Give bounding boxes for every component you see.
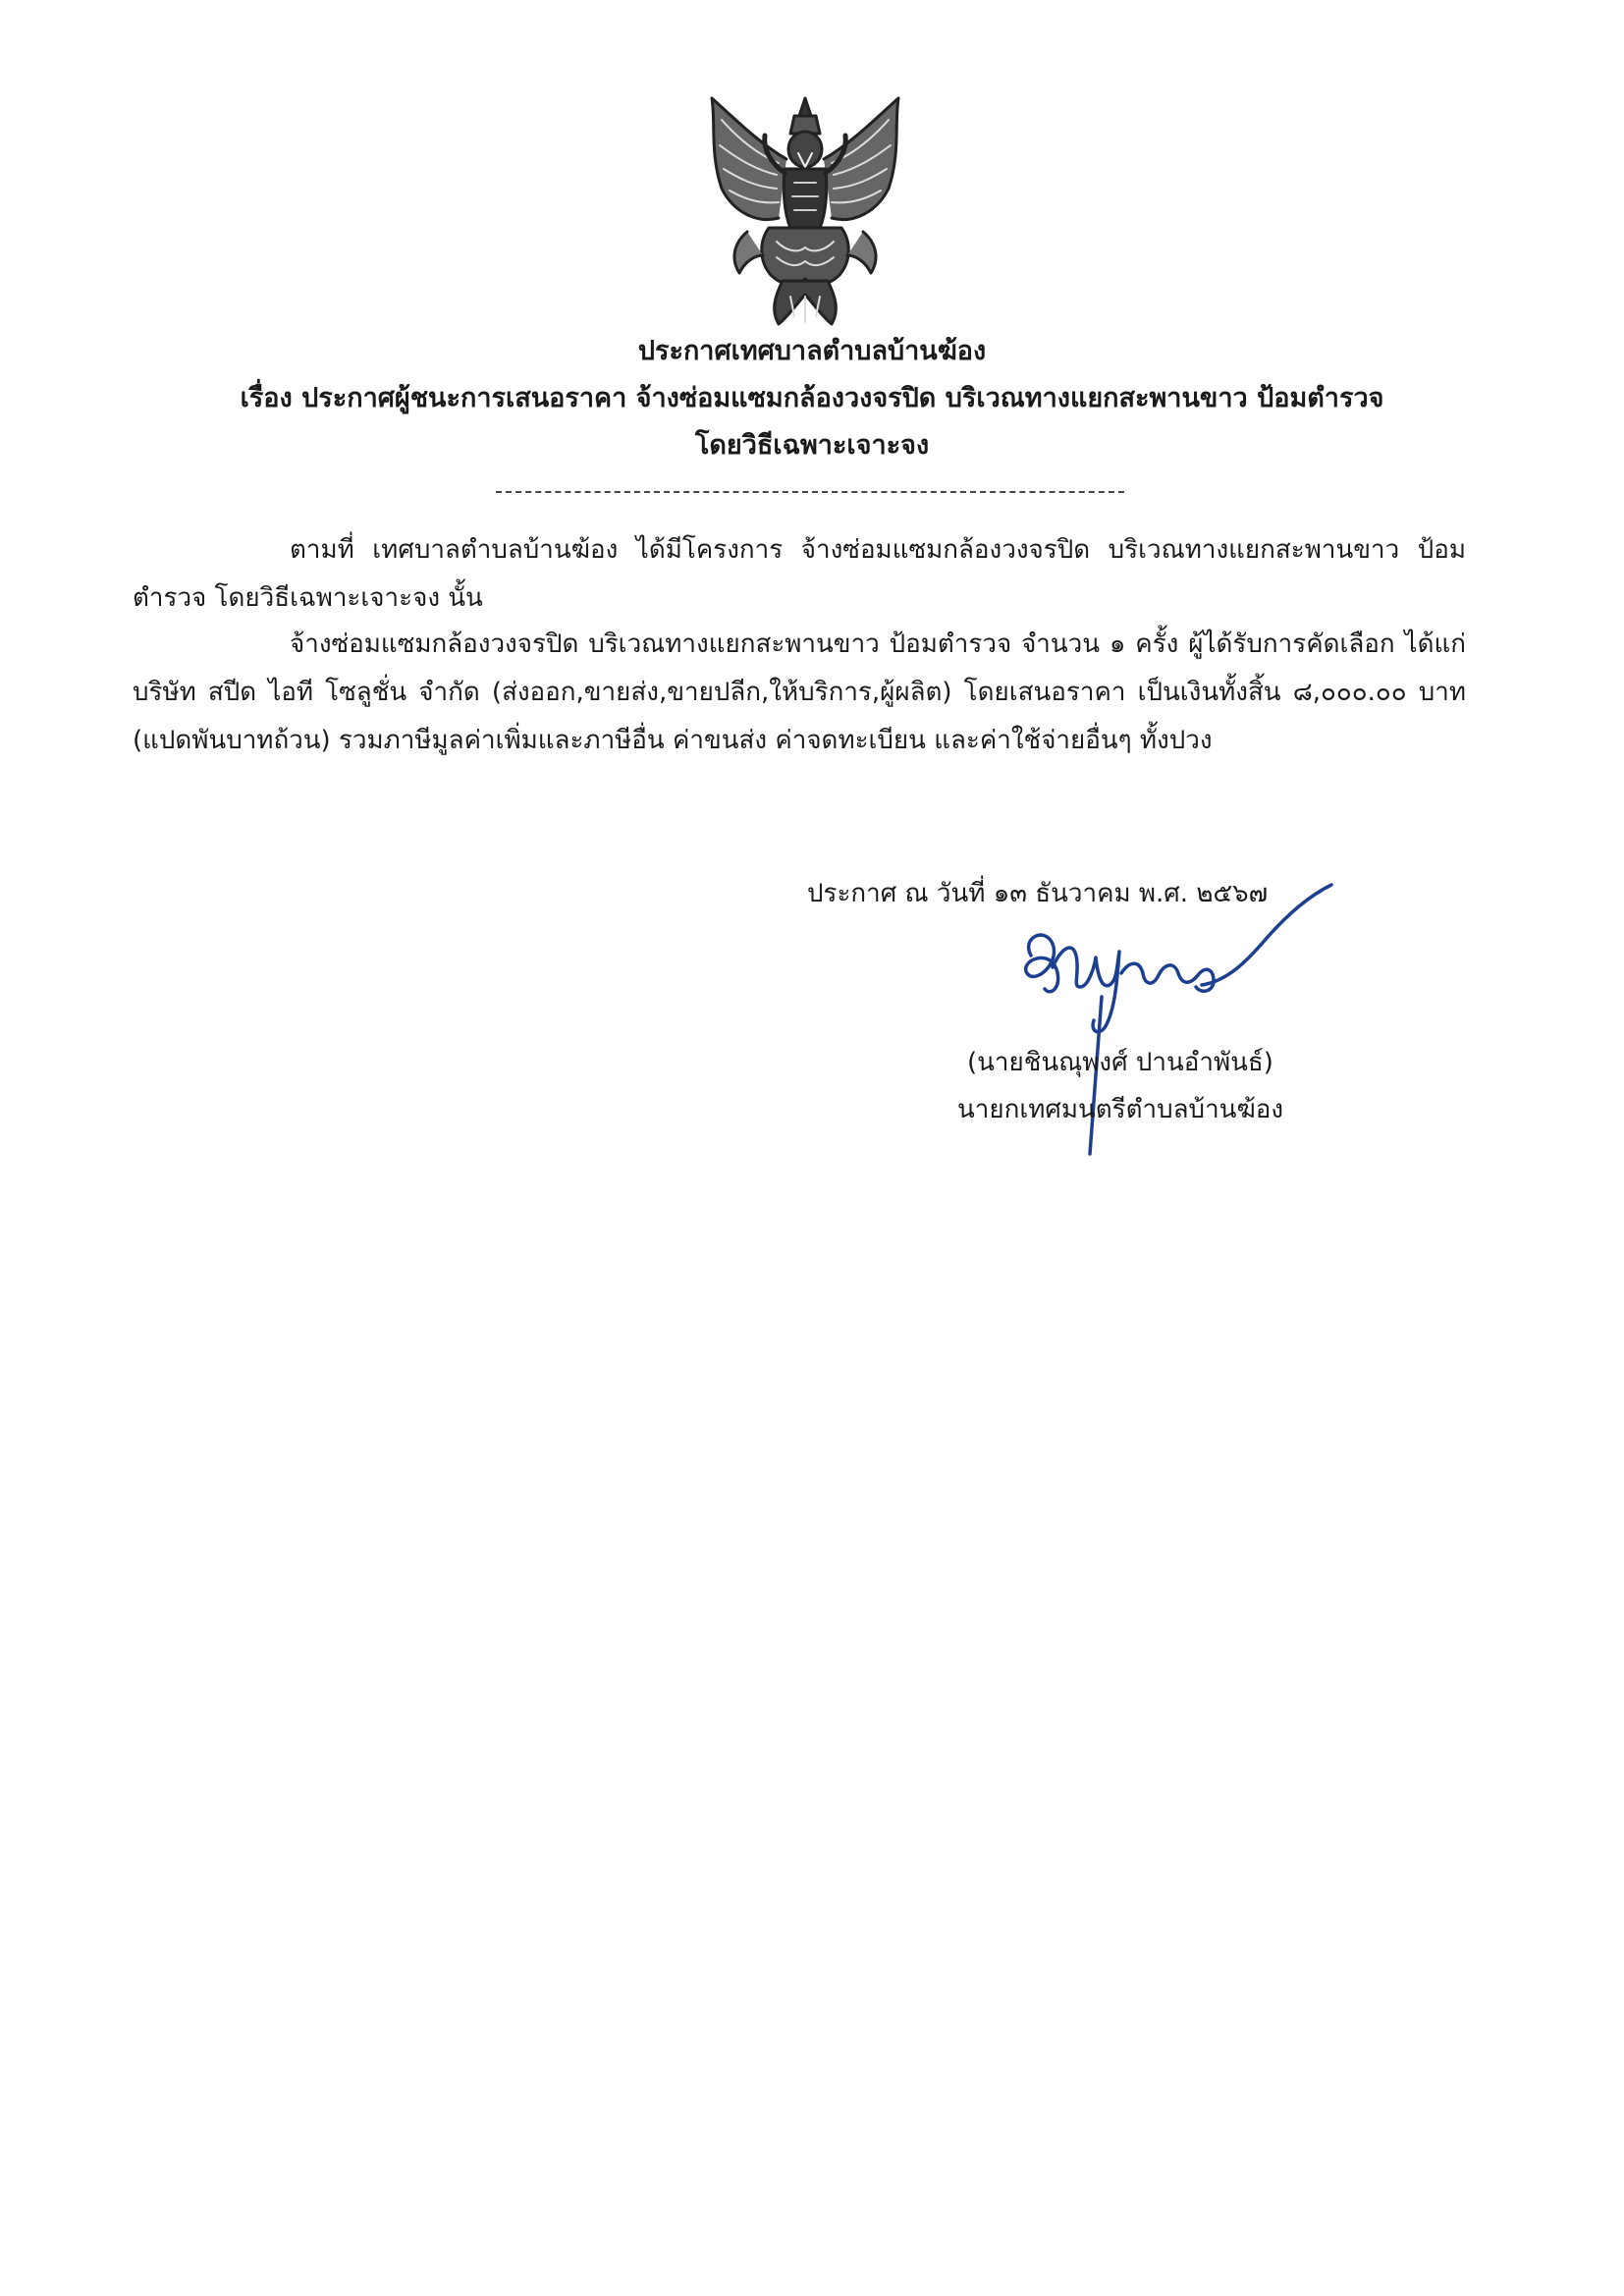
body-paragraph-winner: จ้างซ่อมแซมกล้องวงจรปิด บริเวณทางแยกสะพานขาว ป้อมตำรวจ จำนวน ๑ ครั้ง ผู้ได้รับการคัดเลือก ได้แก่ บริษัท สปีด ไอที โซลูชั่น จำกัด (ส่งออก,ขายส่ง,ขายปลีก,ให้บริการ,ผู้ผลิต) โดยเสนอราคา เป็นเงินทั้งสิ้น ๘,๐๐๐.๐๐ บาท (แปดพันบาทถ้วน) รวมภาษีมูลค่าเพิ่มและภาษีอื่น ค่าขนส่ง ค่าจดทะเบียน และค่าใช้จ่ายอื่นๆ ทั้งปวง bbox=[133, 629, 1466, 755]
garuda-emblem-icon bbox=[700, 94, 911, 330]
announcement-date: ประกาศ ณ วันที่ ๑๓ ธันวาคม พ.ศ. ๒๕๖๗ bbox=[807, 879, 1269, 908]
dashed-divider bbox=[496, 491, 1124, 493]
procurement-method: โดยวิธีเฉพาะเจาะจง bbox=[694, 430, 930, 461]
body-paragraph-project: ตามที่ เทศบาลตำบลบ้านฆ้อง ได้มีโครงการ จ้างซ่อมแซมกล้องวงจรปิด บริเวณทางแยกสะพานขาว ป้อมตำรวจ โดยวิธีเฉพาะเจาะจง นั้น bbox=[133, 535, 1466, 613]
announcement-subject: เรื่อง ประกาศผู้ชนะการเสนอราคา จ้างซ่อมแซมกล้องวงจรปิด บริเวณทางแยกสะพานขาว ป้อมตำรวจ bbox=[240, 383, 1384, 413]
handwritten-signature-icon bbox=[992, 879, 1424, 1174]
signer-title: นายกเทศมนตรีตำบลบ้านฆ้อง bbox=[957, 1095, 1284, 1124]
announcement-title: ประกาศเทศบาลตำบลบ้านฆ้อง bbox=[637, 336, 987, 366]
signer-name: (นายชินณุพงศ์ ปานอำพันธ์) bbox=[967, 1048, 1273, 1077]
